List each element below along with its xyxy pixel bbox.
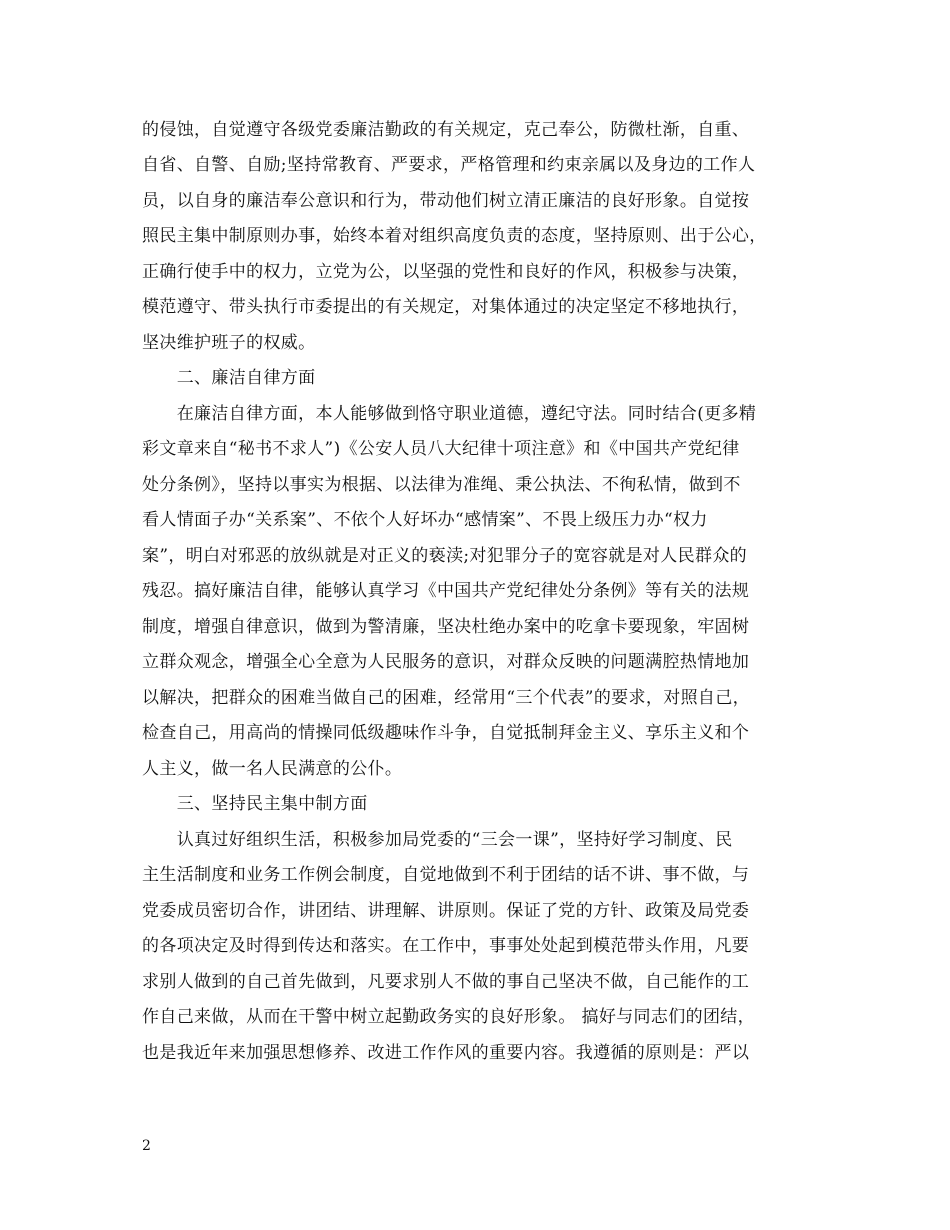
text-line: 员，以自身的廉洁奉公意识和行为，带动他们树立清正廉洁的良好形象。自觉按 xyxy=(142,191,750,211)
text-line: 看人情面子办“关系案”、不依个人好坏办“感情案”、不畏上级压力办“权力 xyxy=(142,510,708,530)
section-heading: 三、坚持民主集中制方面 xyxy=(142,794,368,814)
text-line: 案”，明白对邪恶的放纵就是对正义的亵渎;对犯罪分子的宽容就是对人民群众的 xyxy=(142,546,748,566)
text-line: 人主义，做一名人民满意的公仆。 xyxy=(142,759,403,779)
text-line: 的侵蚀，自觉遵守各级党委廉洁勤政的有关规定，克己奉公，防微杜渐，自重、 xyxy=(142,120,750,140)
section-heading: 二、廉洁自律方面 xyxy=(142,368,316,388)
text-line: 认真过好组织生活，积极参加局党委的“三会一课”，坚持好学习制度、民 xyxy=(142,830,733,850)
text-line: 立群众观念，增强全心全意为人民服务的意识，对群众反映的问题满腔热情地加 xyxy=(142,652,750,672)
text-line: 在廉洁自律方面，本人能够做到恪守职业道德，遵纪守法。同时结合(更多精 xyxy=(142,404,757,424)
text-line: 作自己来做，从而在干警中树立起勤政务实的良好形象。 搞好与同志们的团结， xyxy=(142,1007,756,1027)
text-line: 模范遵守、带头执行市委提出的有关规定，对集体通过的决定坚定不移地执行， xyxy=(142,297,750,317)
text-line: 照民主集中制原则办事，始终本着对组织高度负责的态度，坚持原则、出于公心， xyxy=(142,226,767,246)
text-line: 自省、自警、自励;坚持常教育、严要求，严格管理和约束亲属以及身边的工作人 xyxy=(142,155,756,175)
text-line: 党委成员密切合作，讲团结、讲理解、讲原则。保证了党的方针、政策及局党委 xyxy=(142,901,750,921)
text-line: 处分条例》，坚持以事实为根据、以法律为准绳、秉公执法、不徇私情，做到不 xyxy=(142,475,741,495)
text-line: 制度，增强自律意识，做到为警清廉，坚决杜绝办案中的吃拿卡要现象，牢固树 xyxy=(142,617,750,637)
text-line: 主生活制度和业务工作例会制度，自觉地做到不利于团结的话不讲、事不做，与 xyxy=(142,865,750,885)
text-line: 求别人做到的自己首先做到，凡要求别人不做的事自己坚决不做，自己能作的工 xyxy=(142,972,750,992)
text-line: 彩文章来自“秘书不求人”)《公安人员八大纪律十项注意》和《中国共产党纪律 xyxy=(142,439,740,459)
text-line: 检查自己，用高尚的情操同低级趣味作斗争，自觉抵制拜金主义、享乐主义和个 xyxy=(142,723,750,743)
text-line: 坚决维护班子的权威。 xyxy=(142,333,316,353)
text-line: 的各项决定及时得到传达和落实。在工作中，事事处处起到模范带头作用，凡要 xyxy=(142,936,750,956)
text-line: 正确行使手中的权力，立党为公，以坚强的党性和良好的作风，积极参与决策， xyxy=(142,262,750,282)
text-line: 以解决，把群众的困难当做自己的困难，经常用“三个代表”的要求，对照自己， xyxy=(142,688,750,708)
page-number: 2 xyxy=(142,1138,151,1154)
text-line: 残忍。搞好廉洁自律，能够认真学习《中国共产党纪律处分条例》等有关的法规 xyxy=(142,581,750,601)
text-line: 也是我近年来加强思想修养、改进工作作风的重要内容。我遵循的原则是：严以 xyxy=(142,1043,750,1063)
